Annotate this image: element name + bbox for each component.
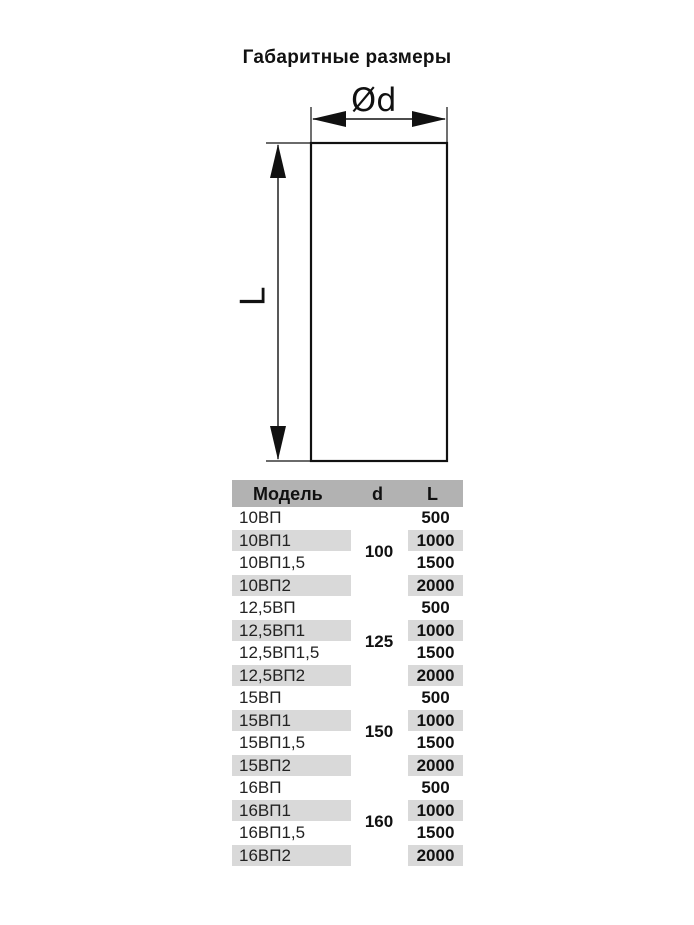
- length-cell: 1500: [416, 553, 455, 572]
- table-row: [232, 845, 463, 868]
- sizes-table: [232, 480, 463, 867]
- table-row: [232, 800, 463, 823]
- table-group: [232, 507, 463, 597]
- table-row: [232, 687, 463, 710]
- table-row: [232, 642, 463, 665]
- model-cell: 16ВП1: [232, 800, 351, 821]
- page-title: Габаритные размеры: [242, 47, 452, 68]
- table-body: [232, 507, 463, 867]
- length-arrow-top: [270, 144, 286, 178]
- table-row: [232, 732, 463, 755]
- header-d: d: [372, 484, 383, 504]
- model-cell: 16ВП1,5: [239, 823, 306, 842]
- table-row: [232, 620, 463, 643]
- model-cell: 12,5ВП: [239, 598, 296, 617]
- length-cell: 1500: [416, 643, 455, 662]
- model-cell: 12,5ВП1,5: [239, 643, 320, 662]
- table-group: [232, 777, 463, 867]
- table-group: [232, 687, 463, 777]
- length-cell: 500: [421, 598, 450, 617]
- table-row: [232, 575, 463, 598]
- diameter-label: Ød: [351, 81, 397, 119]
- table-row: [232, 530, 463, 553]
- table-row: [232, 507, 463, 530]
- model-cell: 10ВП1,5: [239, 553, 306, 572]
- diameter-arrow-right: [412, 111, 446, 127]
- length-cell: 1000: [408, 710, 463, 731]
- length-cell: 500: [421, 778, 450, 797]
- diameter-cell: 125: [364, 632, 394, 651]
- length-cell: 2000: [408, 845, 463, 866]
- length-cell: 2000: [408, 575, 463, 596]
- length-cell: 1000: [408, 620, 463, 641]
- model-cell: 15ВП1: [232, 710, 351, 731]
- model-cell: 12,5ВП2: [232, 665, 351, 686]
- model-cell: 15ВП: [239, 688, 282, 707]
- header-L: L: [427, 484, 438, 504]
- model-cell: 15ВП2: [232, 755, 351, 776]
- model-cell: 10ВП: [239, 508, 282, 527]
- table-row: [232, 710, 463, 733]
- length-cell: 500: [421, 688, 450, 707]
- length-cell: 2000: [408, 755, 463, 776]
- length-label: L: [233, 287, 274, 307]
- model-cell: 10ВП2: [232, 575, 351, 596]
- table-row: [232, 552, 463, 575]
- length-cell: 1000: [408, 800, 463, 821]
- length-cell: 2000: [408, 665, 463, 686]
- table-header: [232, 480, 463, 507]
- pipe-outline: [311, 143, 447, 461]
- header-model: Модель: [253, 484, 323, 504]
- diameter-cell: 150: [364, 722, 394, 741]
- model-cell: 12,5ВП1: [232, 620, 351, 641]
- table-row: [232, 822, 463, 845]
- table-row: [232, 755, 463, 778]
- model-cell: 15ВП1,5: [239, 733, 306, 752]
- model-cell: 16ВП2: [232, 845, 351, 866]
- length-cell: 1500: [416, 733, 455, 752]
- table-row: [232, 597, 463, 620]
- table-row: [232, 665, 463, 688]
- model-cell: 16ВП: [239, 778, 282, 797]
- length-cell: 1500: [416, 823, 455, 842]
- length-cell: 500: [421, 508, 450, 527]
- table-group: [232, 597, 463, 687]
- model-cell: 10ВП1: [232, 530, 351, 551]
- length-cell: 1000: [408, 530, 463, 551]
- diameter-cell: 100: [364, 542, 394, 561]
- length-arrow-bottom: [270, 426, 286, 460]
- diameter-arrow-left: [312, 111, 346, 127]
- table-row: [232, 777, 463, 800]
- diameter-cell: 160: [364, 812, 394, 831]
